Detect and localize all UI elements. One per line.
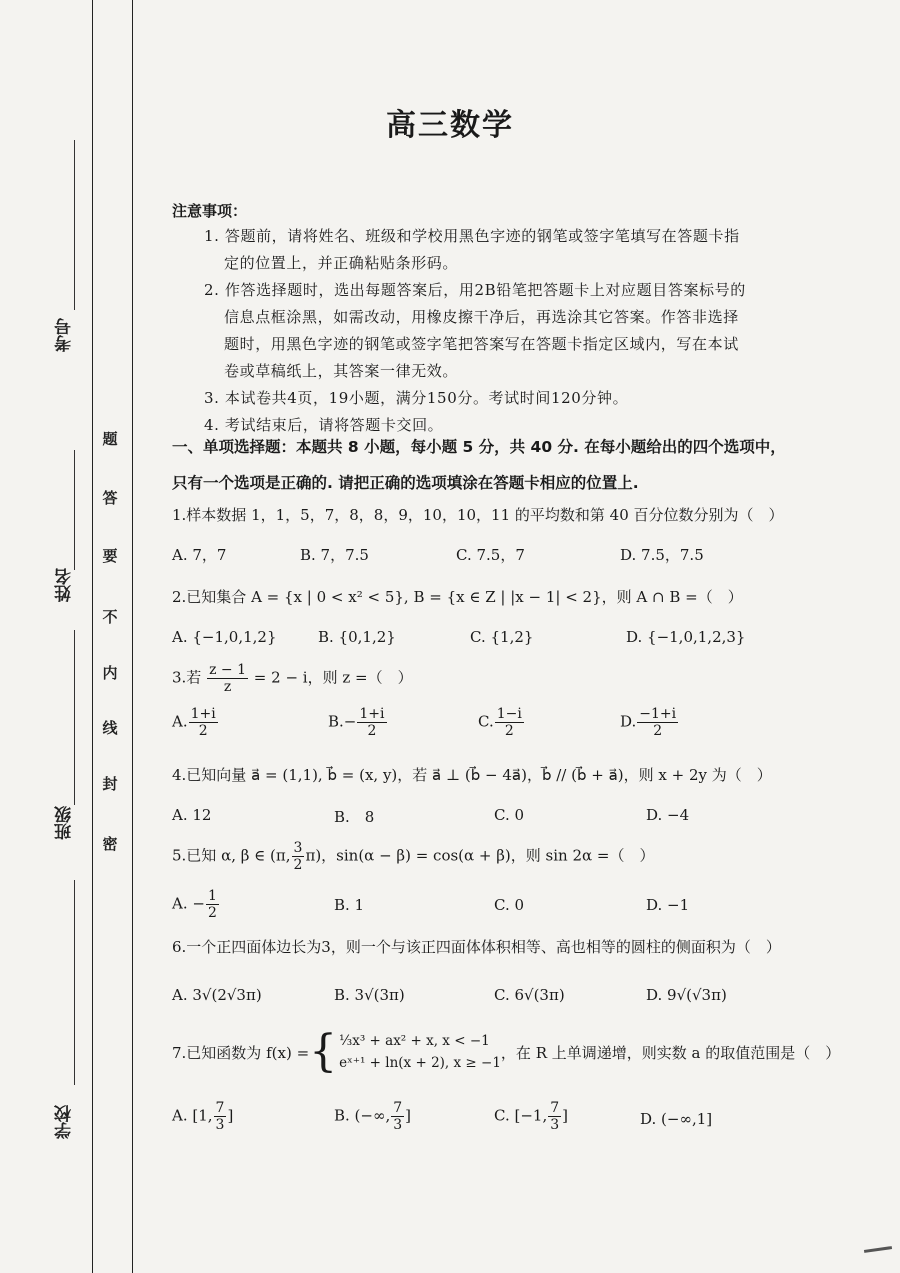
notes-heading: 注意事项：: [172, 202, 248, 220]
section-heading: [172, 429, 812, 501]
option-c: C. 7.5，7: [456, 546, 525, 564]
option-b: [334, 1100, 411, 1133]
option-b: B. 7，7.5: [300, 546, 369, 564]
fraction-denominator: 3: [393, 1117, 403, 1134]
option-label: D.: [620, 712, 637, 731]
fraction-denominator: z: [223, 679, 232, 696]
question-stem: 6.一个正四面体边长为3，则一个与该正四面体体积相等、高也相等的圆柱的侧面积为（ ）: [172, 938, 781, 956]
question-stem: [172, 662, 413, 695]
option-b: B. 3√(3π): [334, 986, 405, 1004]
option-d: D. {−1,0,1,2,3}: [626, 628, 746, 646]
left-brace-icon: {: [309, 1026, 338, 1077]
seal-char: 线: [102, 719, 118, 737]
fraction-denominator: 3: [550, 1117, 560, 1134]
class-line: [74, 630, 75, 805]
note-line: 3. 本试卷共4页，19小题，满分150分。考试时间120分钟。: [204, 389, 629, 407]
note-line: 1. 答题前，请将姓名、班级和学校用黑色字迹的钢笔或签字笔填写在答题卡指: [204, 227, 740, 245]
option-d: D. −1: [646, 896, 690, 914]
piecewise-function: [172, 1026, 841, 1077]
option-d: [640, 1110, 712, 1128]
option-c: C. 0: [494, 806, 525, 824]
school-label: 学校: [55, 1105, 75, 1139]
fraction-numerator: 3: [293, 840, 303, 856]
fraction-numerator: z − 1: [209, 662, 247, 678]
option-c: C. {1,2}: [470, 628, 534, 646]
section-heading-line: 只有一个选项是正确的. 请把正确的选项填涂在答题卡相应的位置上.: [172, 474, 639, 492]
scan-mark: [864, 1246, 892, 1253]
case-line: eˣ⁺¹ + ln(x + 2), x ≥ −1: [339, 1055, 501, 1071]
option-c: [478, 706, 525, 739]
fraction-numerator: −1+i: [639, 706, 677, 722]
fraction-numerator: 1: [207, 888, 217, 904]
option-a: A. 3√(2√3π): [172, 986, 262, 1004]
fraction-denominator: 2: [367, 723, 377, 740]
option-b: B. {0,1,2}: [318, 628, 396, 646]
fraction-numerator: 7: [215, 1100, 225, 1116]
option-d: D. 9√(√3π): [646, 986, 727, 1004]
option-sign: −: [343, 712, 357, 731]
option-d: [620, 706, 679, 739]
name-label: 姓名: [55, 568, 75, 602]
fraction-denominator: 2: [293, 857, 303, 874]
fraction: [391, 1100, 404, 1133]
option-label: A.: [172, 712, 188, 731]
option-close: ]: [227, 1106, 234, 1125]
case-line: ⅓x³ + ax² + x, x < −1: [339, 1033, 490, 1049]
seal-char: 不: [102, 608, 118, 626]
binding-margin-rule-inner: [132, 0, 133, 1273]
seal-char: 答: [102, 489, 118, 507]
fraction-numerator: 1+i: [190, 706, 216, 722]
seal-char: 题: [102, 430, 118, 448]
option-a: [172, 1100, 233, 1133]
stem-suffix: π)，sin(α − β) = cos(α + β)，则 sin 2α =（ ）: [305, 846, 655, 865]
exam-number-line: [74, 140, 75, 310]
fraction: [548, 1100, 561, 1133]
option-b: B. 8: [334, 808, 375, 826]
fraction: [214, 1100, 227, 1133]
option-a: A. {−1,0,1,2}: [172, 628, 277, 646]
option-label: C. [−1,: [494, 1106, 548, 1125]
option-b: [328, 706, 388, 739]
fraction: [357, 706, 386, 739]
option-close: ]: [562, 1106, 568, 1125]
question-stem: 4.已知向量 a⃗ = (1,1), b⃗ = (x, y)，若 a⃗ ⊥ (b⃗ − 4a⃗)，b⃗ // (b⃗ + a⃗)，则 x + 2y 为（ ）: [172, 766, 772, 784]
seal-char: 封: [102, 775, 118, 793]
option-label: A. [1,: [172, 1106, 213, 1125]
stem-suffix: ，在 R 上单调递增，则实数 a 的取值范围是（ ）: [500, 1043, 841, 1062]
option-a: [172, 888, 220, 921]
note-line: 题时，用黑色字迹的钢笔或签字笔把答案写在答题卡指定区域内，写在本试: [224, 335, 739, 353]
option-a: A. 12: [172, 806, 212, 824]
fraction-denominator: 2: [653, 723, 663, 740]
school-line: [74, 880, 75, 1085]
stem-prefix: 3.若: [172, 668, 202, 687]
option-a: [172, 706, 219, 739]
option-c: [494, 1100, 568, 1133]
note-line: 卷或草稿纸上，其答案一律无效。: [224, 362, 459, 380]
seal-char: 要: [102, 547, 118, 565]
stem-prefix: 5.已知 α, β ∈ (π,: [172, 846, 291, 865]
fraction-denominator: 3: [215, 1117, 225, 1134]
section-heading-line: 一、单项选择题：本题共 8 小题，每小题 5 分，共 40 分. 在每小题给出的四个选项中，: [172, 438, 786, 456]
option-label: A. −: [172, 894, 205, 913]
option-label: C.: [478, 712, 494, 731]
option-a: A. 7，7: [172, 546, 227, 564]
question-stem: 2.已知集合 A = {x | 0 < x² < 5}, B = {x ∈ Z | |x − 1| < 2}，则 A ∩ B =（ ）: [172, 588, 743, 606]
option-c: C. 6√(3π): [494, 986, 565, 1004]
class-label: 班级: [55, 806, 75, 840]
option-label: D. (−∞,1]: [640, 1110, 713, 1128]
binding-margin-rule: [92, 0, 93, 1273]
name-line: [74, 450, 75, 570]
stem-prefix: 7.已知函数为 f(x) =: [172, 1043, 310, 1062]
page-title: 高三数学: [386, 108, 514, 143]
fraction-denominator: 2: [198, 723, 208, 740]
fraction: [637, 706, 678, 739]
fraction: [292, 840, 305, 873]
option-label: B.: [328, 712, 344, 731]
function-cases: [339, 1030, 501, 1074]
fraction: [207, 662, 248, 695]
question-stem: [172, 840, 655, 873]
option-b: B. 1: [334, 896, 365, 914]
fraction-numerator: 1+i: [359, 706, 385, 722]
seal-char: 内: [102, 664, 118, 682]
option-d: D. 7.5，7.5: [620, 546, 704, 564]
fraction: [206, 888, 219, 921]
seal-char: 密: [102, 835, 118, 853]
question-stem: [172, 1026, 841, 1077]
option-close: ]: [405, 1106, 412, 1125]
note-line: 2. 作答选择题时，选出每题答案后，用2B铅笔把答题卡上对应题目答案标号的: [204, 281, 746, 299]
note-line: 定的位置上，并正确粘贴条形码。: [224, 254, 459, 272]
stem-suffix: = 2 − i，则 z =（ ）: [253, 668, 413, 687]
fraction-numerator: 7: [393, 1100, 403, 1116]
fraction-numerator: 1−i: [496, 706, 522, 722]
option-d: D. −4: [646, 806, 690, 824]
note-line: 信息点框涂黑，如需改动，用橡皮擦干净后，再选涂其它答案。作答非选择: [224, 308, 739, 326]
question-stem: 1.样本数据 1，1，5，7，8，8，9，10，10，11 的平均数和第 40 百分位数分别为（ ）: [172, 506, 784, 524]
fraction-numerator: 7: [550, 1100, 560, 1116]
fraction-denominator: 2: [207, 905, 217, 922]
fraction-denominator: 2: [504, 723, 514, 740]
option-label: B. (−∞,: [334, 1106, 391, 1125]
fraction: [495, 706, 524, 739]
note-line: 4. 考试结束后，请将答题卡交回。: [204, 416, 444, 434]
option-c: C. 0: [494, 896, 525, 914]
fraction: [189, 706, 218, 739]
exam-number-label: 考号: [55, 318, 75, 352]
